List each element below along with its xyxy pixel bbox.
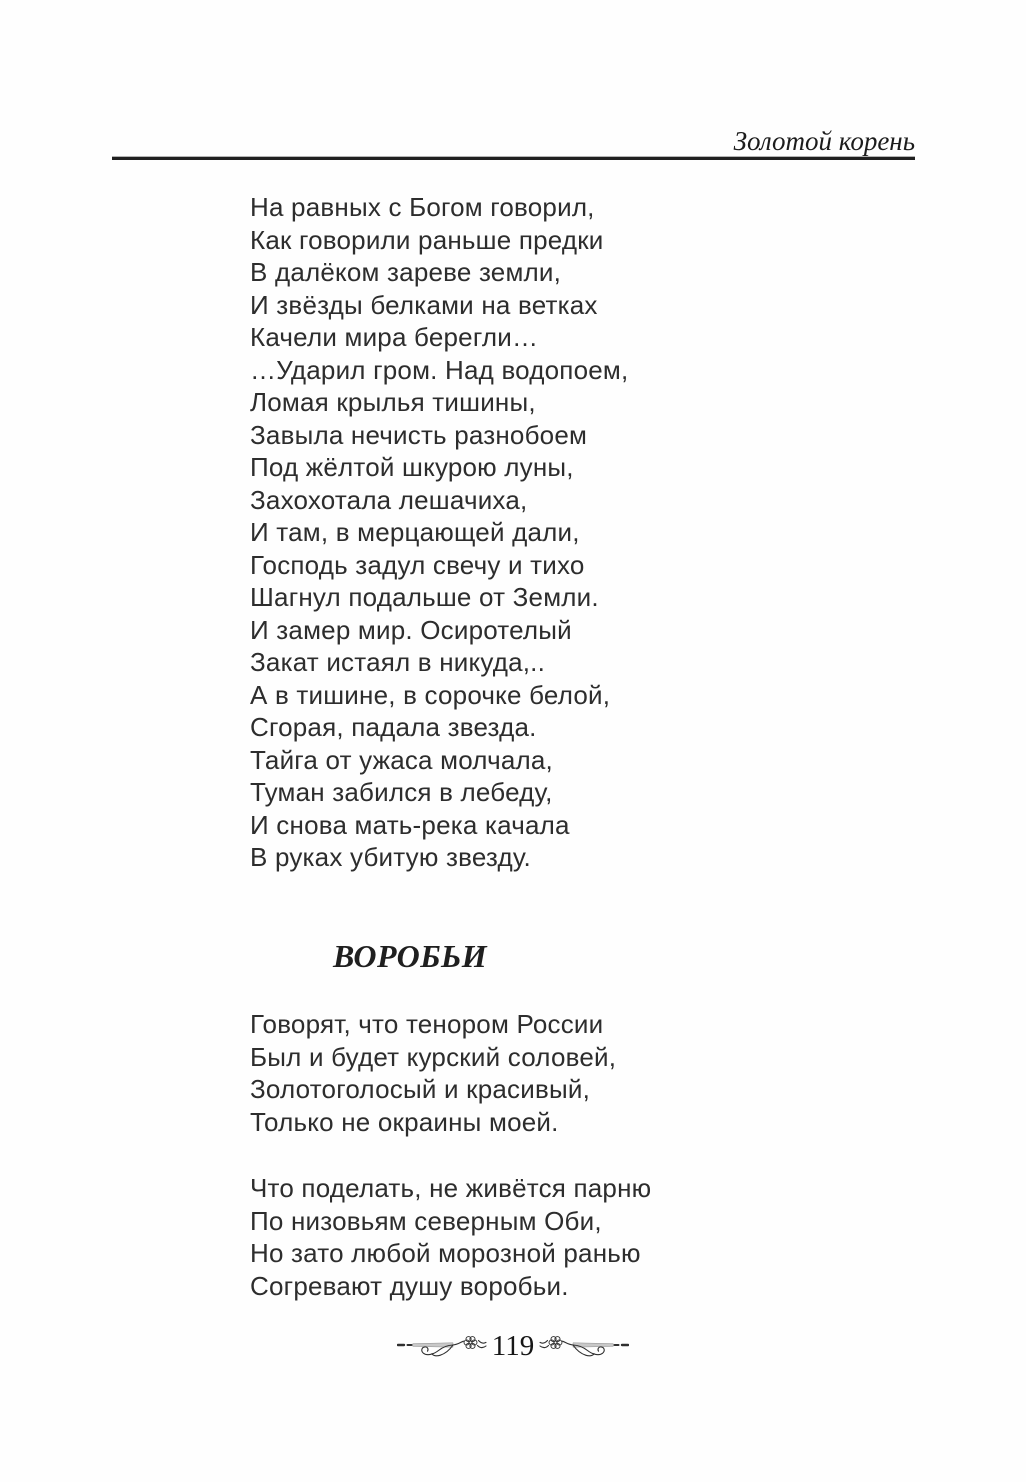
poem-line: Согревают душу воробьи. [250, 1270, 569, 1301]
poem-line: …Ударил гром. Над водопоем, [250, 354, 629, 385]
poem-line: По низовьям северным Оби, [250, 1205, 602, 1236]
poem-line: Качели мира берегли… [250, 322, 539, 352]
poem-line: Золотоголосый и красивый, [250, 1074, 590, 1104]
poem-line: На равных с Богом говорил, [250, 192, 595, 222]
poem-line: И снова мать-река качала [250, 809, 570, 840]
flourish-ornament-left-icon [397, 1329, 487, 1363]
header-rule [112, 156, 915, 160]
poem-line: В руках убитую звезду. [250, 842, 531, 872]
poem-line: Говорят, что тенором России [250, 1009, 604, 1039]
poem-line: Что поделать, не живётся парню [250, 1173, 652, 1203]
vorobyi-stanza-1 [250, 1008, 616, 1138]
flourish-ornament-right-icon [539, 1329, 629, 1363]
poem-line: Но зато любой морозной ранью [250, 1238, 641, 1268]
page-number: 119 [491, 1330, 535, 1362]
poem-line: И звёзды белками на ветках [250, 289, 598, 320]
page-footer [0, 1329, 1026, 1363]
poem-line: В далёком зареве земли, [250, 257, 562, 287]
poem-continuation [250, 191, 628, 874]
poem-line: Под жёлтой шкурою луны, [250, 452, 574, 482]
poem-title-vorobyi: ВОРОБЬИ [333, 938, 488, 974]
poem-line: Только не окраины моей. [250, 1106, 559, 1137]
vorobyi-stanza-2 [250, 1172, 651, 1302]
poem-line: Господь задул свечу и тихо [250, 549, 585, 580]
poem-line: Сгорая, падала звезда. [250, 712, 537, 742]
poem-line: Захохотала лешачиха, [250, 484, 528, 515]
poem-line: И замер мир. Осиротелый [250, 614, 572, 645]
poem-line: И там, в мерцающей дали, [250, 517, 580, 547]
poem-line: Был и будет курский соловей, [250, 1041, 617, 1072]
poem-line: Ломая крылья тишины, [250, 387, 536, 417]
poem-line: Шагнул подальше от Земли. [250, 582, 599, 612]
running-header-title: Золотой корень [733, 126, 915, 156]
poem-line: Закат истаял в никуда,.. [250, 647, 546, 677]
poem-line: Как говорили раньше предки [250, 224, 604, 255]
poem-line: Тайга от ужаса молчала, [250, 744, 553, 775]
poem-line: А в тишине, в сорочке белой, [250, 679, 611, 710]
poem-line: Туман забился в лебеду, [250, 777, 553, 807]
poem-line: Завыла нечисть разнобоем [250, 419, 588, 450]
